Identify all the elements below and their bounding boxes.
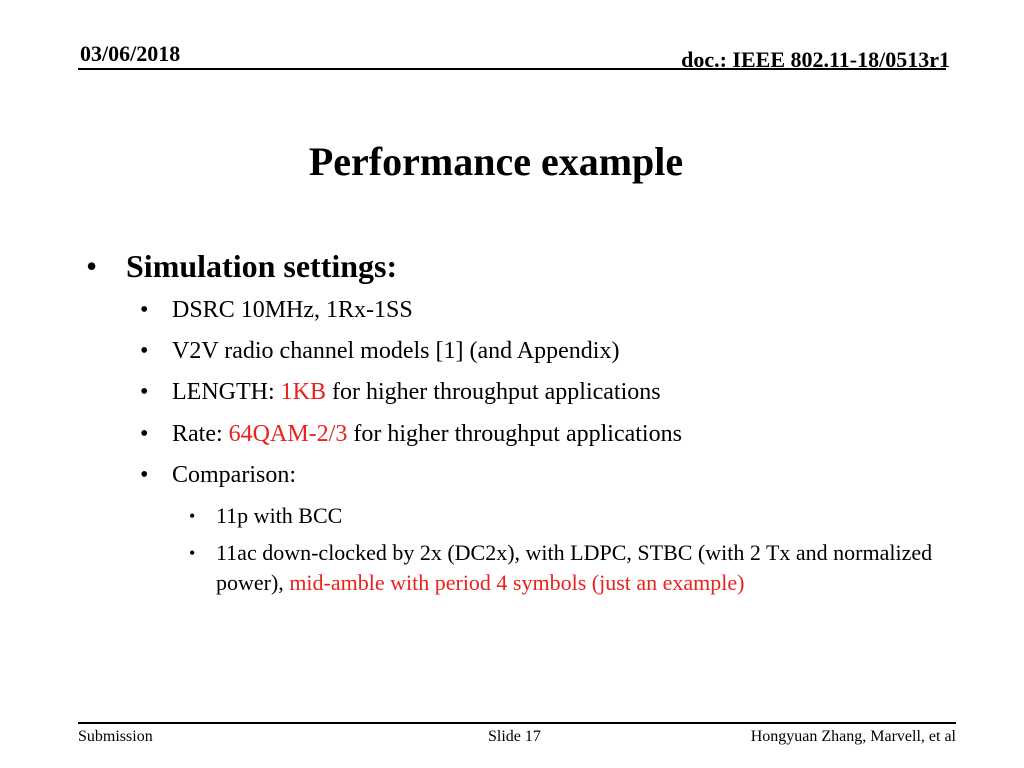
bullet-dot: •	[140, 462, 149, 488]
bullet-dot: •	[189, 506, 196, 526]
length-value: 1KB	[280, 379, 326, 405]
bullet-text	[172, 378, 661, 406]
bullet-dot: •	[140, 421, 149, 447]
header-divider	[78, 68, 946, 70]
bullet-text	[216, 538, 946, 598]
rate-suffix: for higher throughput applications	[347, 421, 682, 447]
bullet-dot: •	[140, 379, 149, 405]
rate-label: Rate:	[172, 421, 229, 447]
footer-authors: Hongyuan Zhang, Marvell, et al	[750, 728, 956, 745]
footer-divider	[78, 722, 956, 724]
bullet-text: Simulation settings:	[126, 248, 398, 284]
bullet-dot: •	[189, 543, 196, 563]
footer-submission: Submission	[78, 728, 153, 745]
length-suffix: for higher throughput applications	[326, 379, 661, 405]
11ac-midamble-note: mid-amble with period 4 symbols (just an example)	[289, 570, 745, 595]
rate-value: 64QAM-2/3	[228, 421, 348, 447]
slide-title: Performance example	[308, 139, 684, 184]
bullet-dot: •	[140, 297, 149, 323]
bullet-text: Comparison:	[172, 462, 296, 488]
bullet-dot: •	[86, 248, 98, 284]
header-date: 03/06/2018	[80, 41, 181, 66]
bullet-text: DSRC 10MHz, 1Rx-1SS	[172, 297, 413, 323]
footer-slide-number: Slide 17	[488, 728, 541, 745]
header-doc-id: doc.: IEEE 802.11-18/0513r1	[681, 47, 950, 72]
11ac-description: 11ac down-clocked by 2x (DC2x), with LDPC, STBC (with 2 Tx and normalized power),	[216, 540, 933, 595]
bullet-text: 11p with BCC	[216, 503, 343, 528]
bullet-text: V2V radio channel models [1] (and Appendix)	[172, 338, 620, 364]
bullet-text	[172, 420, 682, 448]
bullet-dot: •	[140, 338, 149, 364]
length-label: LENGTH:	[172, 379, 281, 405]
